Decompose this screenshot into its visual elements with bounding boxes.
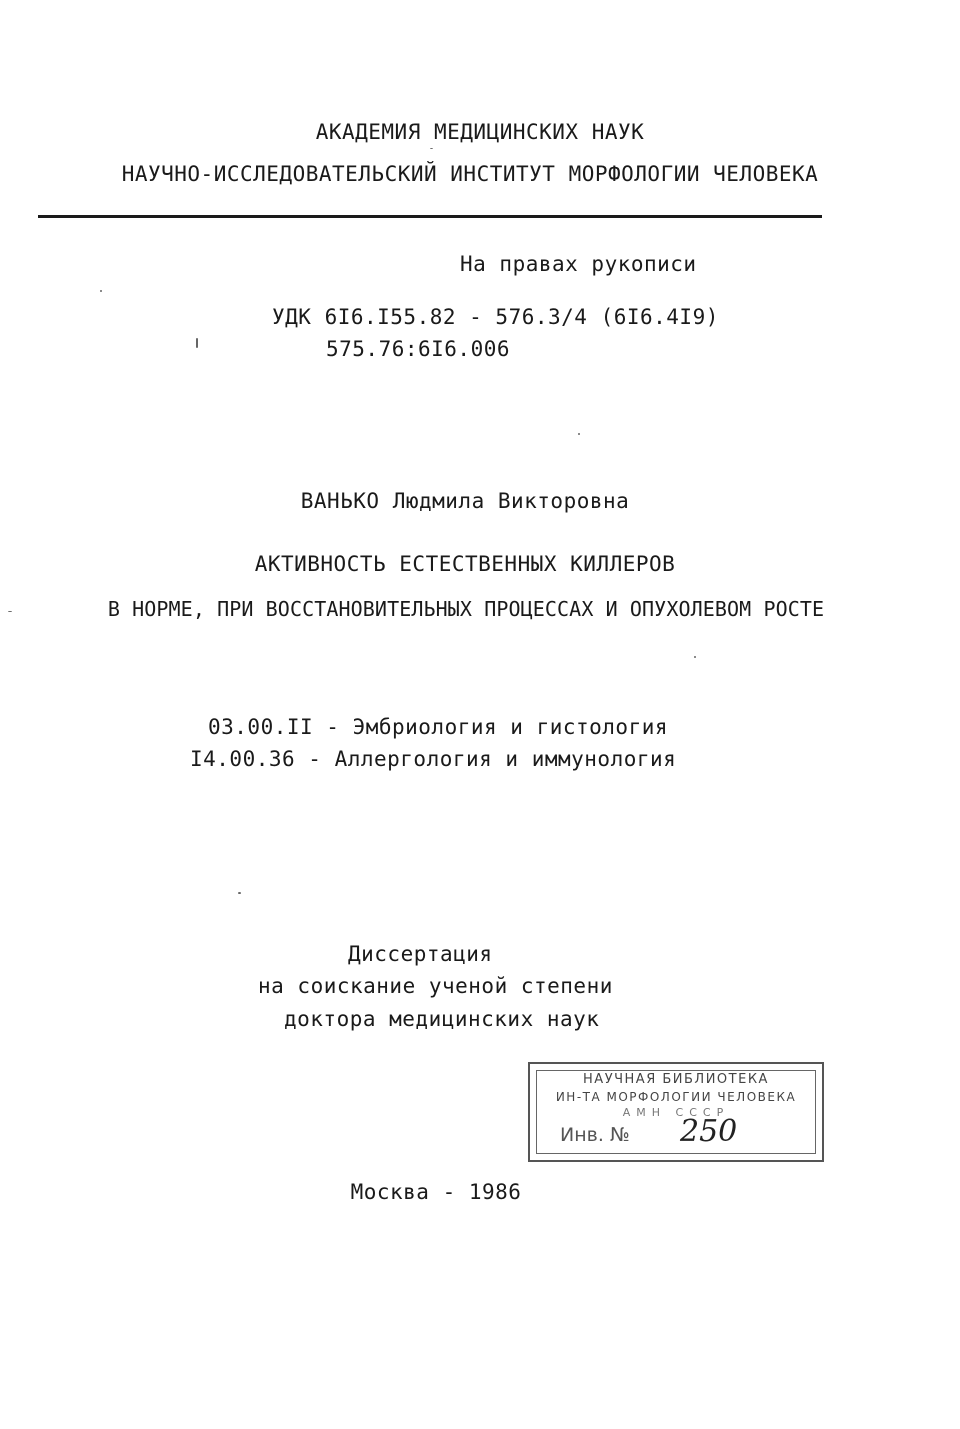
degree-line2: на соискание ученой степени [258, 974, 613, 998]
city-year: Москва - 1986 [350, 1180, 522, 1204]
scan-speck [578, 433, 580, 435]
stamp-academy-name: АМН СССР [622, 1106, 730, 1119]
degree-line3: доктора медицинских наук [284, 1007, 600, 1031]
stamp-inventory-number: 250 [680, 1114, 738, 1149]
stamp-inventory-label: Инв. № [560, 1124, 630, 1146]
udk-code-line2: 575.76:6I6.006 [326, 337, 511, 361]
manuscript-rights: На правах рукописи [460, 252, 697, 276]
scan-speck [196, 338, 198, 348]
scan-speck [430, 148, 433, 149]
stamp-institute-name: ИН-ТА МОРФОЛОГИИ ЧЕЛОВЕКА [555, 1090, 797, 1104]
header-divider [38, 215, 822, 218]
stamp-library-name: НАУЧНАЯ БИБЛИОТЕКА [583, 1072, 769, 1087]
scan-speck [8, 611, 12, 612]
author-name: ВАНЬКО Людмила Викторовна [300, 489, 630, 513]
degree-line1: Диссертация [348, 942, 493, 966]
specialty-2: I4.00.36 - Аллергология и иммунология [190, 747, 677, 771]
scan-speck [694, 656, 696, 658]
scan-speck [100, 290, 102, 292]
udk-code-line1: УДК 6I6.I55.82 - 576.3/4 (6I6.4I9) [272, 305, 719, 329]
academy-name: АКАДЕМИЯ МЕДИЦИНСКИХ НАУК [315, 120, 645, 144]
dissertation-title-line1: АКТИВНОСТЬ ЕСТЕСТВЕННЫХ КИЛЛЕРОВ [254, 552, 676, 576]
scan-speck [238, 892, 241, 894]
institute-name: НАУЧНО-ИССЛЕДОВАТЕЛЬСКИЙ ИНСТИТУТ МОРФОЛОГИИ ЧЕЛОВЕКА [121, 162, 819, 186]
library-stamp [528, 1062, 824, 1162]
specialty-1: 03.00.II - Эмбриология и гистология [208, 715, 669, 739]
dissertation-title-line2: В НОРМЕ, ПРИ ВОССТАНОВИТЕЛЬНЫХ ПРОЦЕССАХ И ОПУХОЛЕВОМ РОСТЕ [107, 597, 825, 621]
